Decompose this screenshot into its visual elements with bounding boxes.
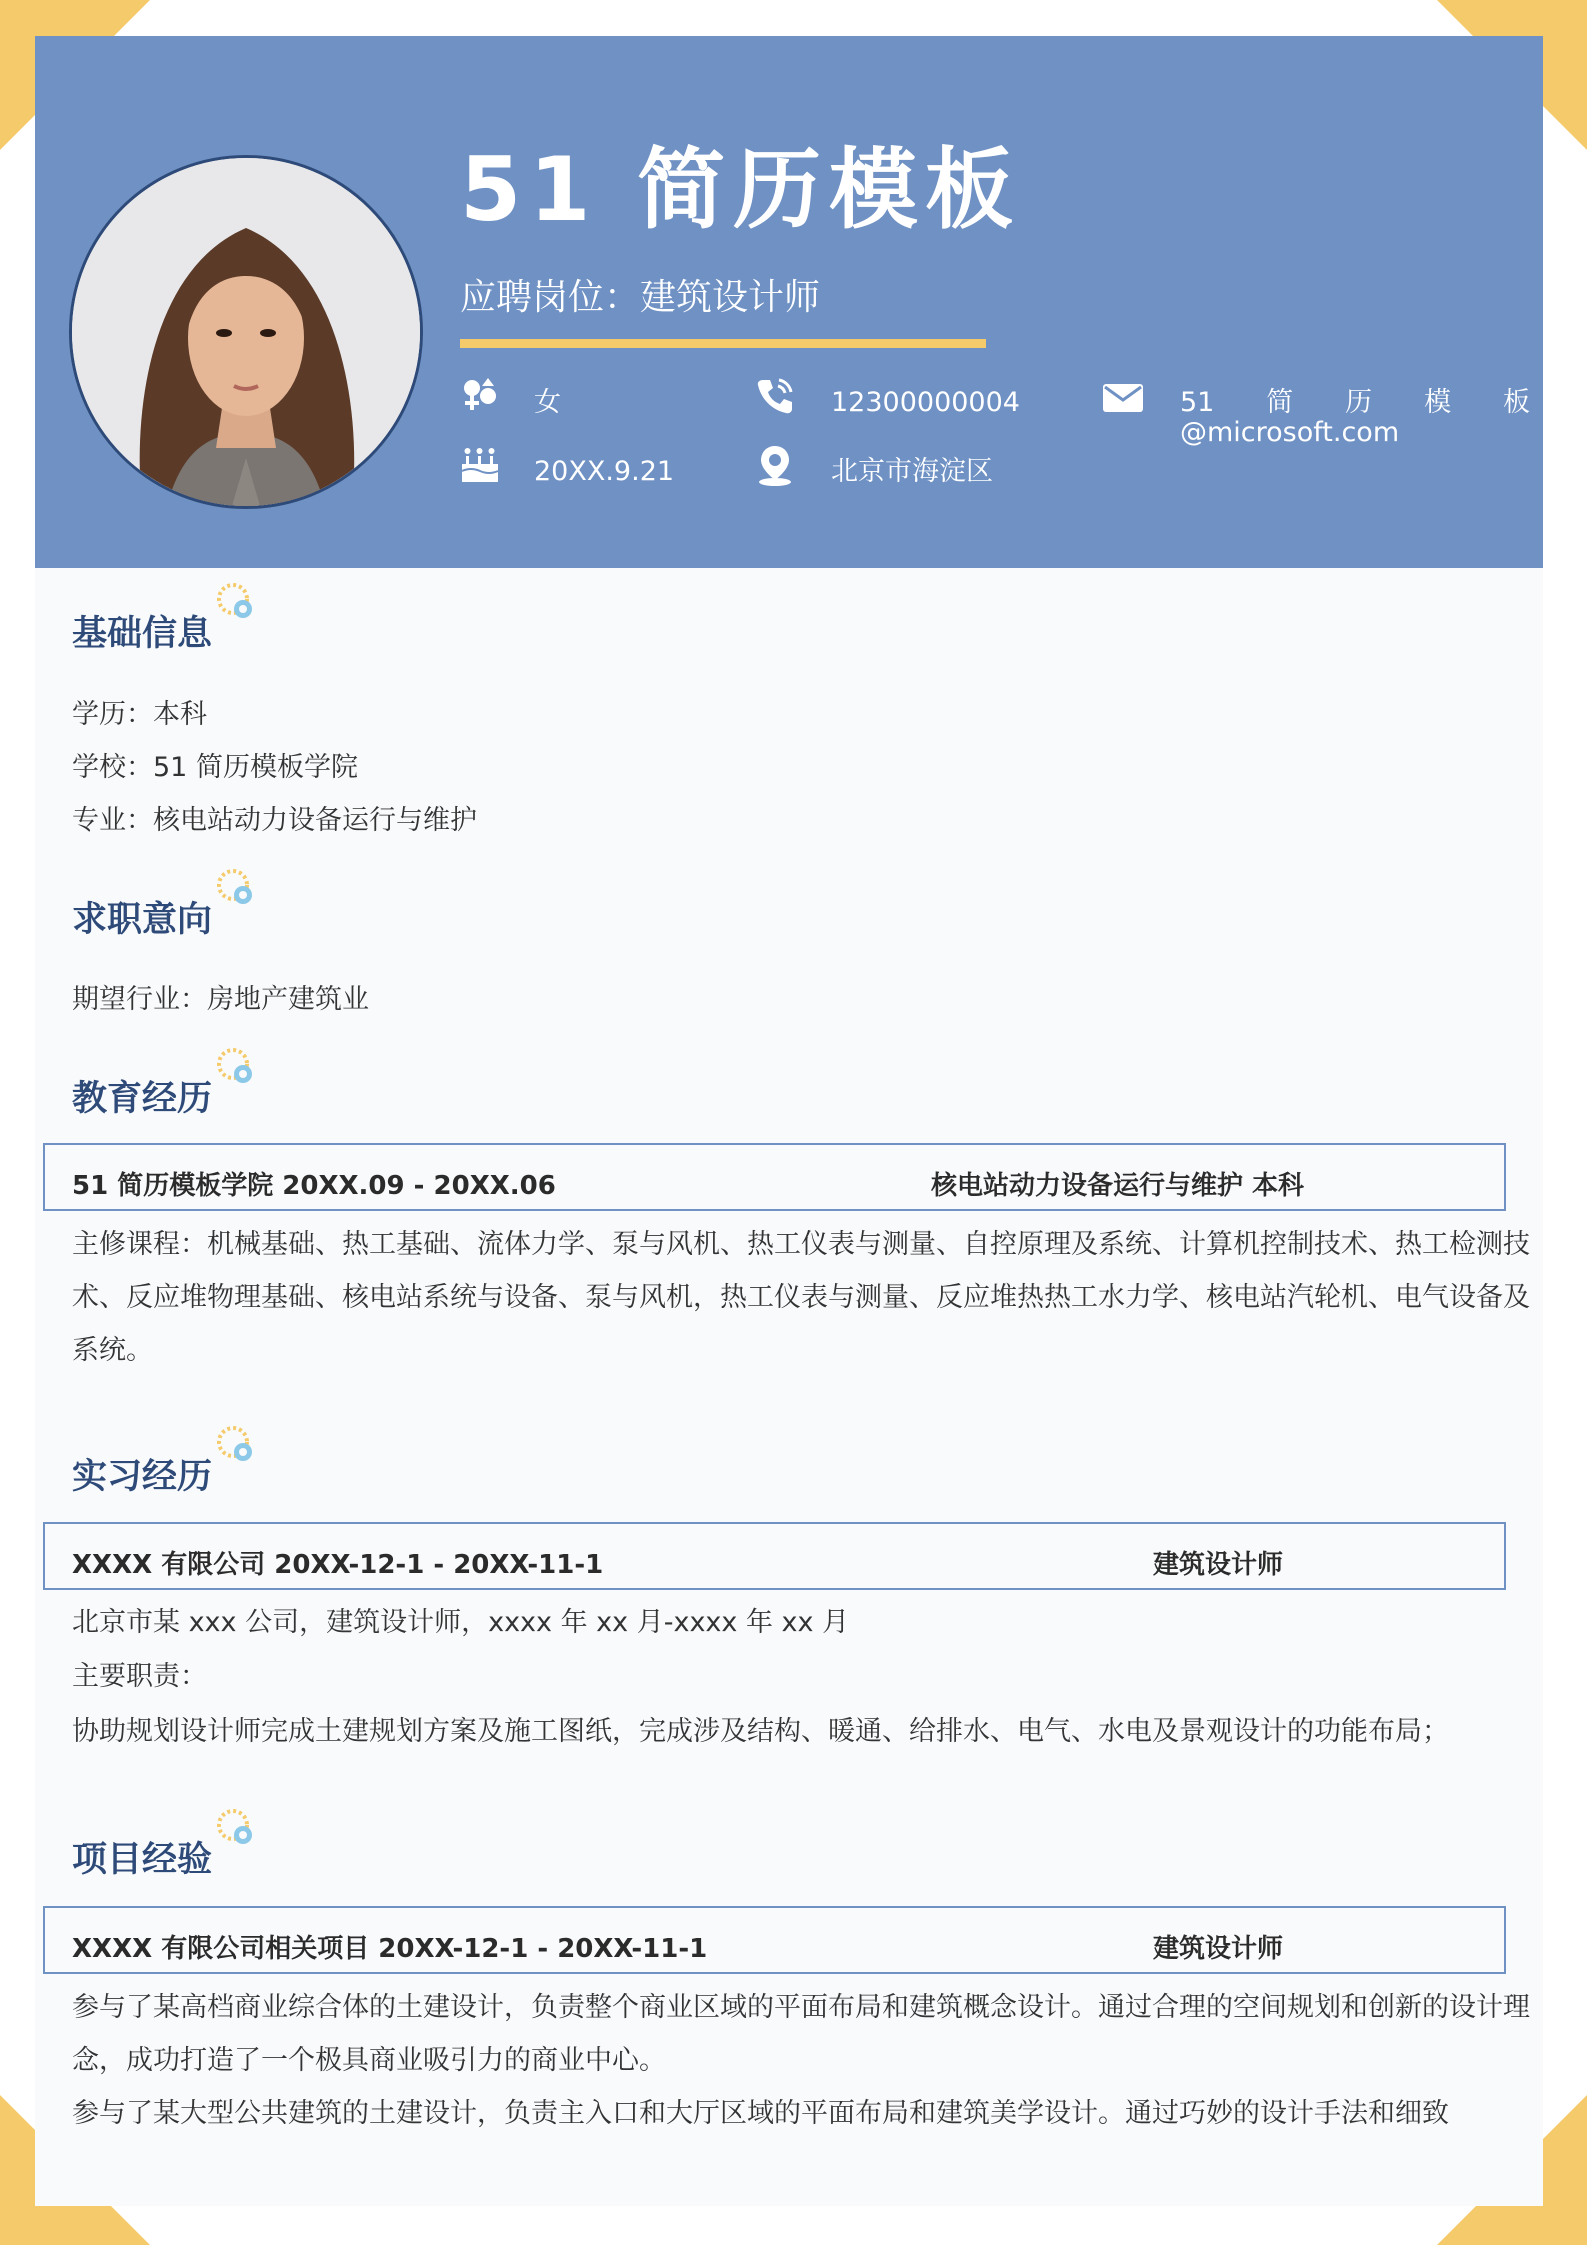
section-decoration-icon <box>213 1422 263 1472</box>
internship-entry-header <box>43 1522 1506 1590</box>
phone-icon <box>755 376 795 416</box>
school: 学校：51 简历模板学院 <box>72 752 358 783</box>
education-major-degree: 核电站动力设备运行与维护 本科 <box>931 1171 1305 1201</box>
avatar <box>69 155 423 509</box>
education-courses: 主修课程：机械基础、热工基础、流体力学、泵与风机、热工仪表与测量、自控原理及系统、计算机控制技术、热工检测技术、反应堆物理基础、核电站系统与设备、泵与风机，热工仪表与测量、反应堆热热工水力学、核电站汽轮机、电气设备及系统。 <box>72 1229 1530 1366</box>
section-decoration-icon <box>213 579 263 629</box>
internship-company-period: XXXX 有限公司 20XX-12-1 - 20XX-11-1 <box>72 1550 604 1580</box>
cake-icon <box>460 444 500 484</box>
project-description: 参与了某大型公共建筑的土建设计，负责主入口和大厅区域的平面布局和建筑美学设计。通过巧妙的设计手法和细致 <box>72 2098 1449 2129</box>
email-part: 历 <box>1345 387 1373 418</box>
project-role: 建筑设计师 <box>1153 1934 1284 1964</box>
project-company-period: XXXX 有限公司相关项目 20XX-12-1 - 20XX-11-1 <box>72 1934 708 1964</box>
education-entry-header <box>43 1143 1506 1211</box>
education-school-period: 51 简历模板学院 20XX.09 - 20XX.06 <box>72 1171 556 1201</box>
mail-icon <box>1103 384 1143 412</box>
email-part: 板 <box>1502 387 1530 418</box>
email-value <box>1180 388 1530 448</box>
email-domain: @microsoft.com <box>1180 417 1400 448</box>
phone-value: 12300000004 <box>831 387 1020 418</box>
resume-name: 51 简历模板 <box>460 138 1022 241</box>
education-level: 学历：本科 <box>72 699 207 730</box>
gender-icon <box>460 376 500 416</box>
section-title-education: 教育经历 <box>72 1079 213 1119</box>
project-description: 参与了某高档商业综合体的土建设计，负责整个商业区域的平面布局和建筑概念设计。通过合理的空间规划和创新的设计理念，成功打造了一个极具商业吸引力的商业中心。 <box>72 1992 1530 2076</box>
title-underline <box>460 339 986 348</box>
internship-line: 主要职责： <box>72 1661 207 1692</box>
project-entry-header <box>43 1906 1506 1974</box>
section-decoration-icon <box>213 865 263 915</box>
section-title-basic: 基础信息 <box>72 614 213 654</box>
section-decoration-icon <box>213 1805 263 1855</box>
email-part: 模 <box>1424 387 1452 418</box>
resume-sheet <box>35 36 1543 2206</box>
internship-line: 协助规划设计师完成土建规划方案及施工图纸，完成涉及结构、暖通、给排水、电气、水电及景观设计的功能布局； <box>72 1716 1449 1747</box>
applied-position: 应聘岗位：建筑设计师 <box>460 277 821 318</box>
major: 专业：核电站动力设备运行与维护 <box>72 805 477 836</box>
address-value: 北京市海淀区 <box>831 456 993 487</box>
section-title-project: 项目经验 <box>72 1840 213 1880</box>
birthday-value: 20XX.9.21 <box>534 456 675 487</box>
section-decoration-icon <box>213 1044 263 1094</box>
section-title-internship: 实习经历 <box>72 1457 213 1497</box>
gender-value: 女 <box>534 387 561 418</box>
email-part: 简 <box>1266 387 1294 418</box>
internship-role: 建筑设计师 <box>1153 1550 1284 1580</box>
email-part: 51 <box>1180 387 1215 418</box>
location-icon <box>755 444 795 486</box>
resume-header <box>35 36 1543 568</box>
internship-line: 北京市某 xxx 公司，建筑设计师，xxxx 年 xx 月-xxxx 年 xx 月 <box>72 1607 850 1638</box>
expected-industry: 期望行业：房地产建筑业 <box>72 984 369 1015</box>
section-title-intent: 求职意向 <box>72 900 213 940</box>
